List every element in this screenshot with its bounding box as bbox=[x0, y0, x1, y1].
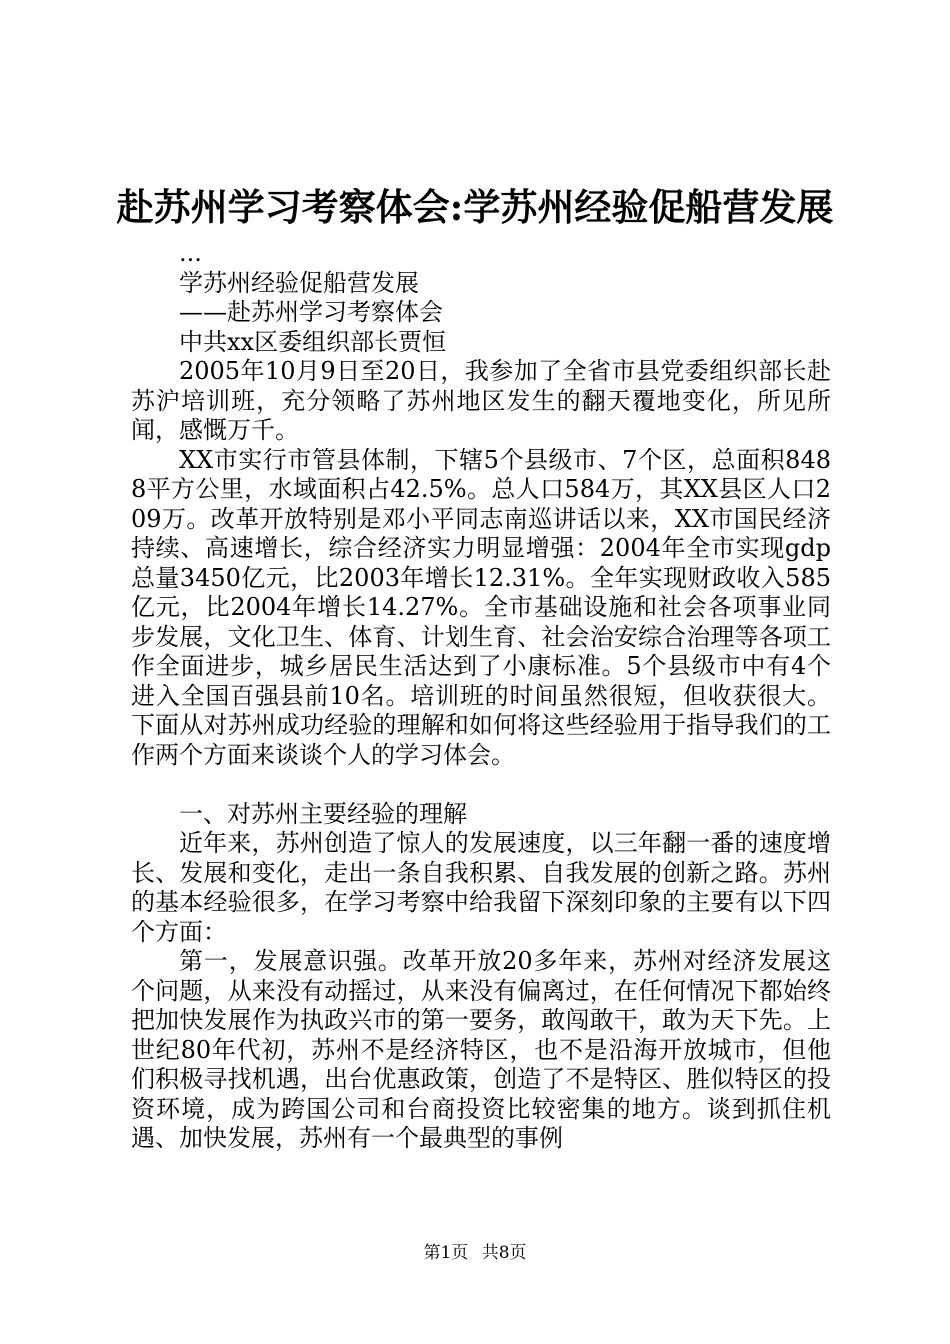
subtitle-line: 学苏州经验促船营发展 bbox=[179, 268, 419, 297]
document-title: 赴苏州学习考察体会:学苏州经验促船营发展 bbox=[116, 185, 834, 229]
body-paragraph: XX市实行市管县体制，下辖5个县级市、7个区，总面积8488平方公里，水域面积占42.5%。总人口584万，其XX县区人口209万。改革开放特别是邓小平同志南巡讲话以来，XX市国民经济持续、高速增长，综合经济实力明显增强：2004年全市实现gdp总量3450亿元，比2003年增长12.31%。全年实现财政收入585亿元，比2004年增长14.27%。全市基础设施和社会各项事业同步发展，文化卫生、体育、计划生育、社会治安综合治理等各项工作全面进步，城乡居民生活达到了小康标准。5个县级市中有4个进入全国百强县前10名。培训班的时间虽然很短，但收获很大。下面从对苏州成功经验的理解和如何将这些经验用于指导我们的工作两个方面来谈谈个人的学习体会。 bbox=[131, 445, 831, 769]
author-line: 中共xx区委组织部长贾恒 bbox=[179, 327, 447, 356]
page-total: 共8页 bbox=[481, 1243, 527, 1263]
document-body bbox=[131, 239, 831, 1154]
page-number: 第1页 bbox=[423, 1243, 469, 1263]
paragraph-gap bbox=[131, 770, 831, 800]
body-paragraph: 近年来，苏州创造了惊人的发展速度，以三年翻一番的速度增长、发展和变化，走出一条自我积累、自我发展的创新之路。苏州的基本经验很多，在学习考察中给我留下深刻印象的主要有以下四个方面： bbox=[131, 829, 831, 946]
body-paragraph: 第一，发展意识强。改革开放20多年来，苏州对经济发展这个问题，从来没有动摇过，从来没有偏离过，在任何情况下都始终把加快发展作为执政兴市的第一要务，敢闯敢干，敢为天下先。上世纪80年代初，苏州不是经济特区，也不是沿海开放城市，但他们积极寻找机遇，出台优惠政策，创造了不是特区、胜似特区的投资环境，成为跨国公司和台商投资比较密集的地方。谈到抓住机遇、加快发展，苏州有一个最典型的事例 bbox=[131, 947, 831, 1152]
section-heading: 一、对苏州主要经验的理解 bbox=[179, 799, 467, 828]
body-paragraph: 2005年10月9日至20日，我参加了全省市县党委组织部长赴苏沪培训班，充分领略了苏州地区发生的翻天覆地变化，所见所闻，感慨万千。 bbox=[131, 357, 831, 444]
subtitle-secondary-line: ——赴苏州学习考察体会 bbox=[179, 298, 443, 326]
ellipsis-line: ... bbox=[179, 239, 202, 267]
page-footer bbox=[0, 1241, 950, 1265]
